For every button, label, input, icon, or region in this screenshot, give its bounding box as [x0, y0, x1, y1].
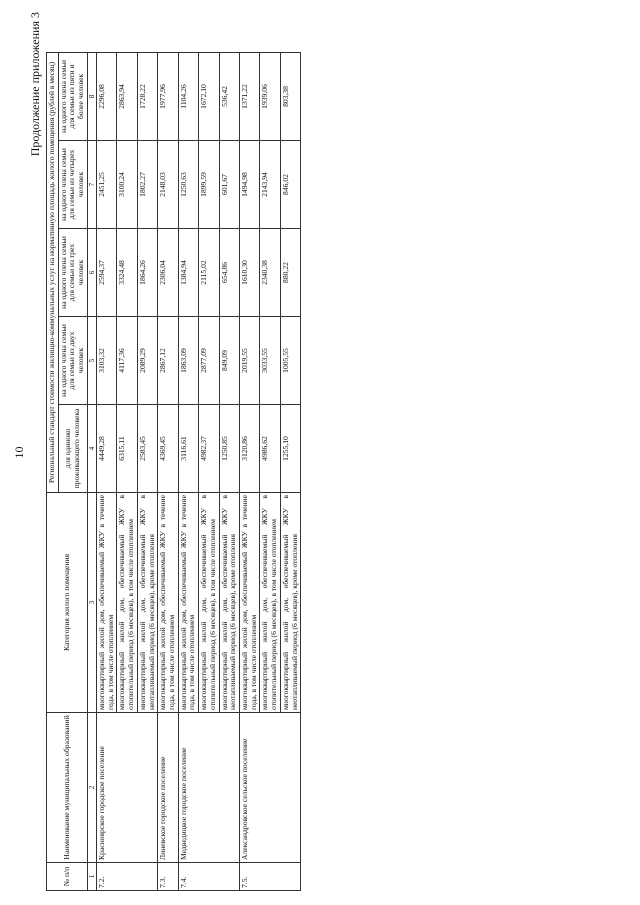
value-cell: 1728,22: [137, 52, 157, 140]
value-cell: 3033,55: [260, 317, 280, 405]
col-number: 4: [87, 405, 96, 493]
table-row: [158, 52, 178, 890]
value-cell: 601,67: [219, 141, 239, 229]
col-number: 5: [87, 317, 96, 405]
value-cell: 2143,94: [260, 141, 280, 229]
value-cell: 3103,32: [96, 317, 116, 405]
header-sub-three: на одного члена семьи для семьи из трех человек: [58, 229, 87, 317]
header-category: Категория жилого помещения: [47, 493, 88, 713]
page-number-text: 10: [12, 446, 26, 459]
row-index: 7.3.: [158, 863, 178, 891]
value-cell: 1672,10: [199, 52, 219, 140]
table-row: [239, 52, 259, 890]
value-cell: 2867,12: [158, 317, 178, 405]
value-cell: 849,09: [219, 317, 239, 405]
value-cell: 2863,94: [117, 52, 137, 140]
value-cell: 1864,26: [137, 229, 157, 317]
value-cell: 3100,24: [117, 141, 137, 229]
standard-cost-table-wrap: [46, 53, 301, 891]
value-cell: 2115,02: [199, 229, 219, 317]
col-number: 2: [87, 713, 96, 863]
value-cell: 2296,08: [96, 52, 116, 140]
value-cell: 536,42: [219, 52, 239, 140]
value-cell: 654,86: [219, 229, 239, 317]
value-cell: 4117,36: [117, 317, 137, 405]
column-number-row: [87, 52, 96, 890]
header-no: № п/п: [47, 863, 88, 891]
value-cell: 4449,28: [96, 405, 116, 493]
value-cell: 1005,55: [280, 317, 300, 405]
municipality-name: Александровское сельское поселение: [239, 713, 300, 863]
value-cell: 1250,85: [219, 405, 239, 493]
header-sub-four: на одного члена семьи для семьи из четырех человек: [58, 141, 87, 229]
municipality-name: Медведицкое городское поселение: [178, 713, 239, 863]
value-cell: 2306,04: [158, 229, 178, 317]
row-index: 7.2.: [96, 863, 157, 891]
housing-category: многоквартирный жилой дом, обеспечиваемый ЖКУ в неотапливаемый период (6 месяцев), кроме отопления: [280, 493, 300, 713]
housing-category: многоквартирный жилой дом, обеспечиваемый ЖКУ в отопительный период (6 месяцев), в том числе отоплением: [260, 493, 280, 713]
value-cell: 3116,61: [178, 405, 198, 493]
value-cell: 1899,59: [199, 141, 219, 229]
value-cell: 1610,30: [239, 229, 259, 317]
value-cell: 3120,86: [239, 405, 259, 493]
value-cell: 880,22: [280, 229, 300, 317]
value-cell: 2451,25: [96, 141, 116, 229]
value-cell: 2583,45: [137, 405, 157, 493]
value-cell: 1104,26: [178, 52, 198, 140]
header-standard-title: Региональный стандарт стоимости жилищно-коммунальных услуг на нормативную площадь жилого помещения (рублей в месяц): [47, 52, 59, 492]
value-cell: 1977,96: [158, 52, 178, 140]
value-cell: 1255,10: [280, 405, 300, 493]
appendix-title: [28, 12, 43, 156]
col-number: 8: [87, 52, 96, 140]
housing-category: многоквартирный жилой дом, обеспечиваемый ЖКУ в неотапливаемый период (6 месяцев), кроме отопления: [219, 493, 239, 713]
value-cell: 1802,27: [137, 141, 157, 229]
value-cell: 4982,37: [199, 405, 219, 493]
municipality-name: Краснoярское городское поселение: [96, 713, 157, 863]
table-row: [178, 52, 198, 890]
value-cell: 1250,63: [178, 141, 198, 229]
col-number: 1: [87, 863, 96, 891]
table-header: [47, 52, 97, 890]
header-sub-single: для одиноко проживающего человека: [58, 405, 87, 493]
value-cell: 2089,29: [137, 317, 157, 405]
value-cell: 1939,06: [260, 52, 280, 140]
value-cell: 6315,11: [117, 405, 137, 493]
housing-category: многоквартирный жилой дом, обеспечиваемый ЖКУ в неотапливаемый период (6 месяцев), кроме отопления: [137, 493, 157, 713]
header-sub-five: на одного члена семьи для семьи из пяти и более человек: [58, 52, 87, 140]
value-cell: 1863,09: [178, 317, 198, 405]
value-cell: 1494,98: [239, 141, 259, 229]
housing-category: многоквартирный жилой дом, обеспечиваемый ЖКУ в течение года, в том числе отоплением: [178, 493, 198, 713]
value-cell: 2019,55: [239, 317, 259, 405]
value-cell: 803,38: [280, 52, 300, 140]
value-cell: 846,02: [280, 141, 300, 229]
value-cell: 2877,09: [199, 317, 219, 405]
page-number: [12, 0, 27, 905]
value-cell: 1371,22: [239, 52, 259, 140]
housing-category: многоквартирный жилой дом, обеспечиваемый ЖКУ в течение года, в том числе отоплением: [158, 493, 178, 713]
col-number: 6: [87, 229, 96, 317]
appendix-title-text: Продолжение приложения 3: [28, 12, 42, 157]
col-number: 3: [87, 493, 96, 713]
col-number: 7: [87, 141, 96, 229]
value-cell: 4986,62: [260, 405, 280, 493]
header-sub-two: на одного члена семьи для семьи из двух человек: [58, 317, 87, 405]
row-index: 7.5.: [239, 863, 300, 891]
municipality-name: Линевское городское поселение: [158, 713, 178, 863]
header-municipality: Наименование муниципальных образований: [47, 713, 88, 863]
housing-category: многоквартирный жилой дом, обеспечиваемый ЖКУ в течение года, в том числе отоплением: [96, 493, 116, 713]
table-body: [96, 52, 300, 890]
value-cell: 2148,03: [158, 141, 178, 229]
row-index: 7.4.: [178, 863, 239, 891]
value-cell: 2594,37: [96, 229, 116, 317]
housing-category: многоквартирный жилой дом, обеспечиваемый ЖКУ в отопительный период (6 месяцев), в том числе отоплением: [117, 493, 137, 713]
value-cell: 2340,38: [260, 229, 280, 317]
housing-category: многоквартирный жилой дом, обеспечиваемый ЖКУ в отопительный период (6 месяцев), в том числе отоплением: [199, 493, 219, 713]
standard-cost-table: [46, 52, 301, 891]
table-row: [96, 52, 116, 890]
value-cell: 4369,45: [158, 405, 178, 493]
value-cell: 1384,94: [178, 229, 198, 317]
housing-category: многоквартирный жилой дом, обеспечиваемый ЖКУ в течение года, в том числе отоплением: [239, 493, 259, 713]
value-cell: 3324,48: [117, 229, 137, 317]
